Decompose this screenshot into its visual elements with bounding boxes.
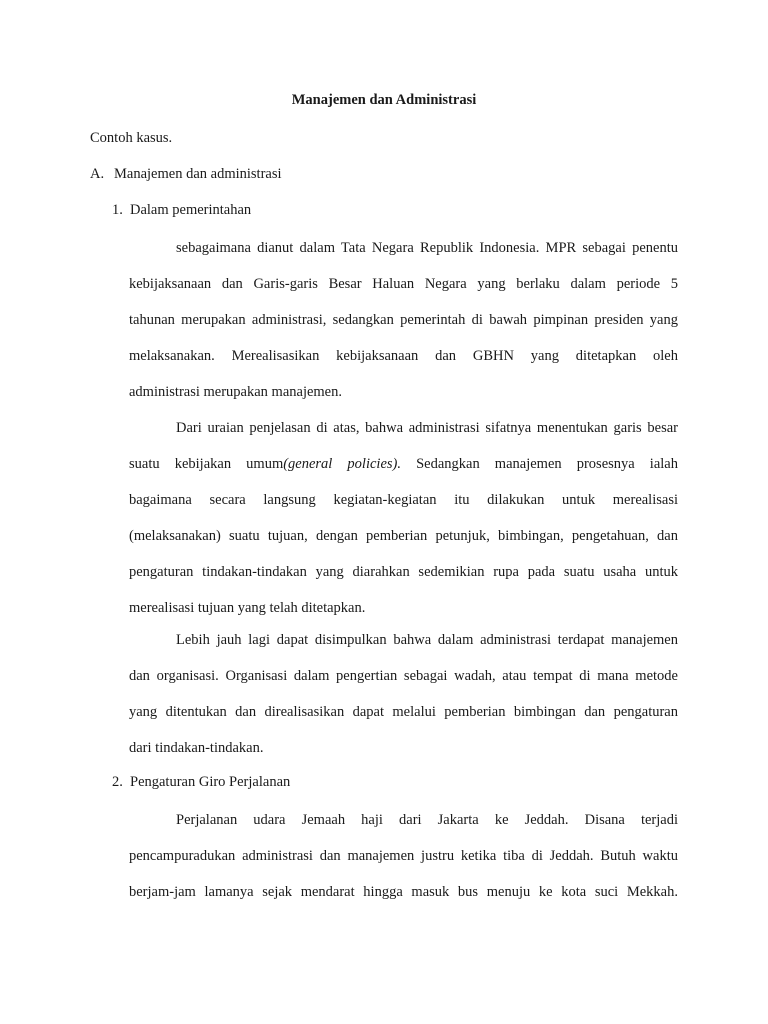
item-2-paragraph-1 (129, 810, 678, 918)
section-a-heading: Manajemen dan administrasi (114, 166, 282, 182)
paragraph-line: dari tindakan-tindakan. (129, 740, 264, 756)
paragraph-line: Perjalanan udara Jemaah haji dari Jakarta ke Jeddah. Disana terjadi (176, 812, 678, 828)
item-2-heading: Pengaturan Giro Perjalanan (130, 774, 291, 790)
paragraph-line: administrasi merupakan manajemen. (129, 384, 342, 400)
paragraph-line: berjam-jam lamanya sejak mendarat hingga masuk bus menuju ke kota suci Mekkah. (129, 884, 678, 900)
paragraph-line-mixed (129, 454, 678, 490)
paragraph-line: dan organisasi. Organisasi dalam pengertian sebagai wadah, atau tempat di mana metode (129, 668, 678, 684)
paragraph-line: kebijaksanaan dan Garis-garis Besar Haluan Negara yang berlaku dalam periode 5 (129, 276, 678, 292)
paragraph-line: pencampuradukan administrasi dan manajemen justru ketika tiba di Jeddah. Butuh waktu (129, 848, 678, 864)
paragraph-line: tahunan merupakan administrasi, sedangkan pemerintah di bawah pimpinan presiden yang (129, 312, 678, 328)
paragraph-line: sebagaimana dianut dalam Tata Negara Republik Indonesia. MPR sebagai penentu (176, 240, 678, 256)
paragraph-line: (melaksanakan) suatu tujuan, dengan pemberian petunjuk, bimbingan, pengetahuan, dan (129, 528, 678, 544)
text-run: Sedangkan manajemen prosesnya ialah (401, 456, 678, 472)
item-1-paragraph-3 (129, 630, 678, 774)
paragraph-line: yang ditentukan dan direalisasikan dapat melalui pemberian bimbingan dan pengaturan (129, 704, 678, 720)
intro-text: Contoh kasus. (90, 130, 173, 146)
document-title: Manajemen dan Administrasi (291, 92, 477, 108)
paragraph-line: merealisasi tujuan yang telah ditetapkan. (129, 600, 366, 616)
item-1-marker: 1. (112, 202, 123, 218)
paragraph-line: Lebih jauh lagi dapat disimpulkan bahwa dalam administrasi terdapat manajemen (176, 632, 678, 648)
item-1-paragraph-1 (129, 238, 678, 418)
italic-term: (general policies). (283, 456, 401, 472)
text-run: suatu kebijakan umum (129, 456, 284, 472)
paragraph-line: bagaimana secara langsung kegiatan-kegiatan itu dilakukan untuk merealisasi (129, 492, 678, 508)
item-1-paragraph-2 (129, 418, 678, 634)
paragraph-line: melaksanakan. Merealisasikan kebijaksanaan dan GBHN yang ditetapkan oleh (129, 348, 678, 364)
item-1-heading: Dalam pemerintahan (130, 202, 252, 218)
paragraph-line: Dari uraian penjelasan di atas, bahwa administrasi sifatnya menentukan garis besar (176, 420, 678, 436)
section-a-marker: A. (90, 166, 105, 182)
paragraph-line: pengaturan tindakan-tindakan yang diarahkan sedemikian rupa pada suatu usaha untuk (129, 564, 678, 580)
item-2-marker: 2. (112, 774, 123, 790)
